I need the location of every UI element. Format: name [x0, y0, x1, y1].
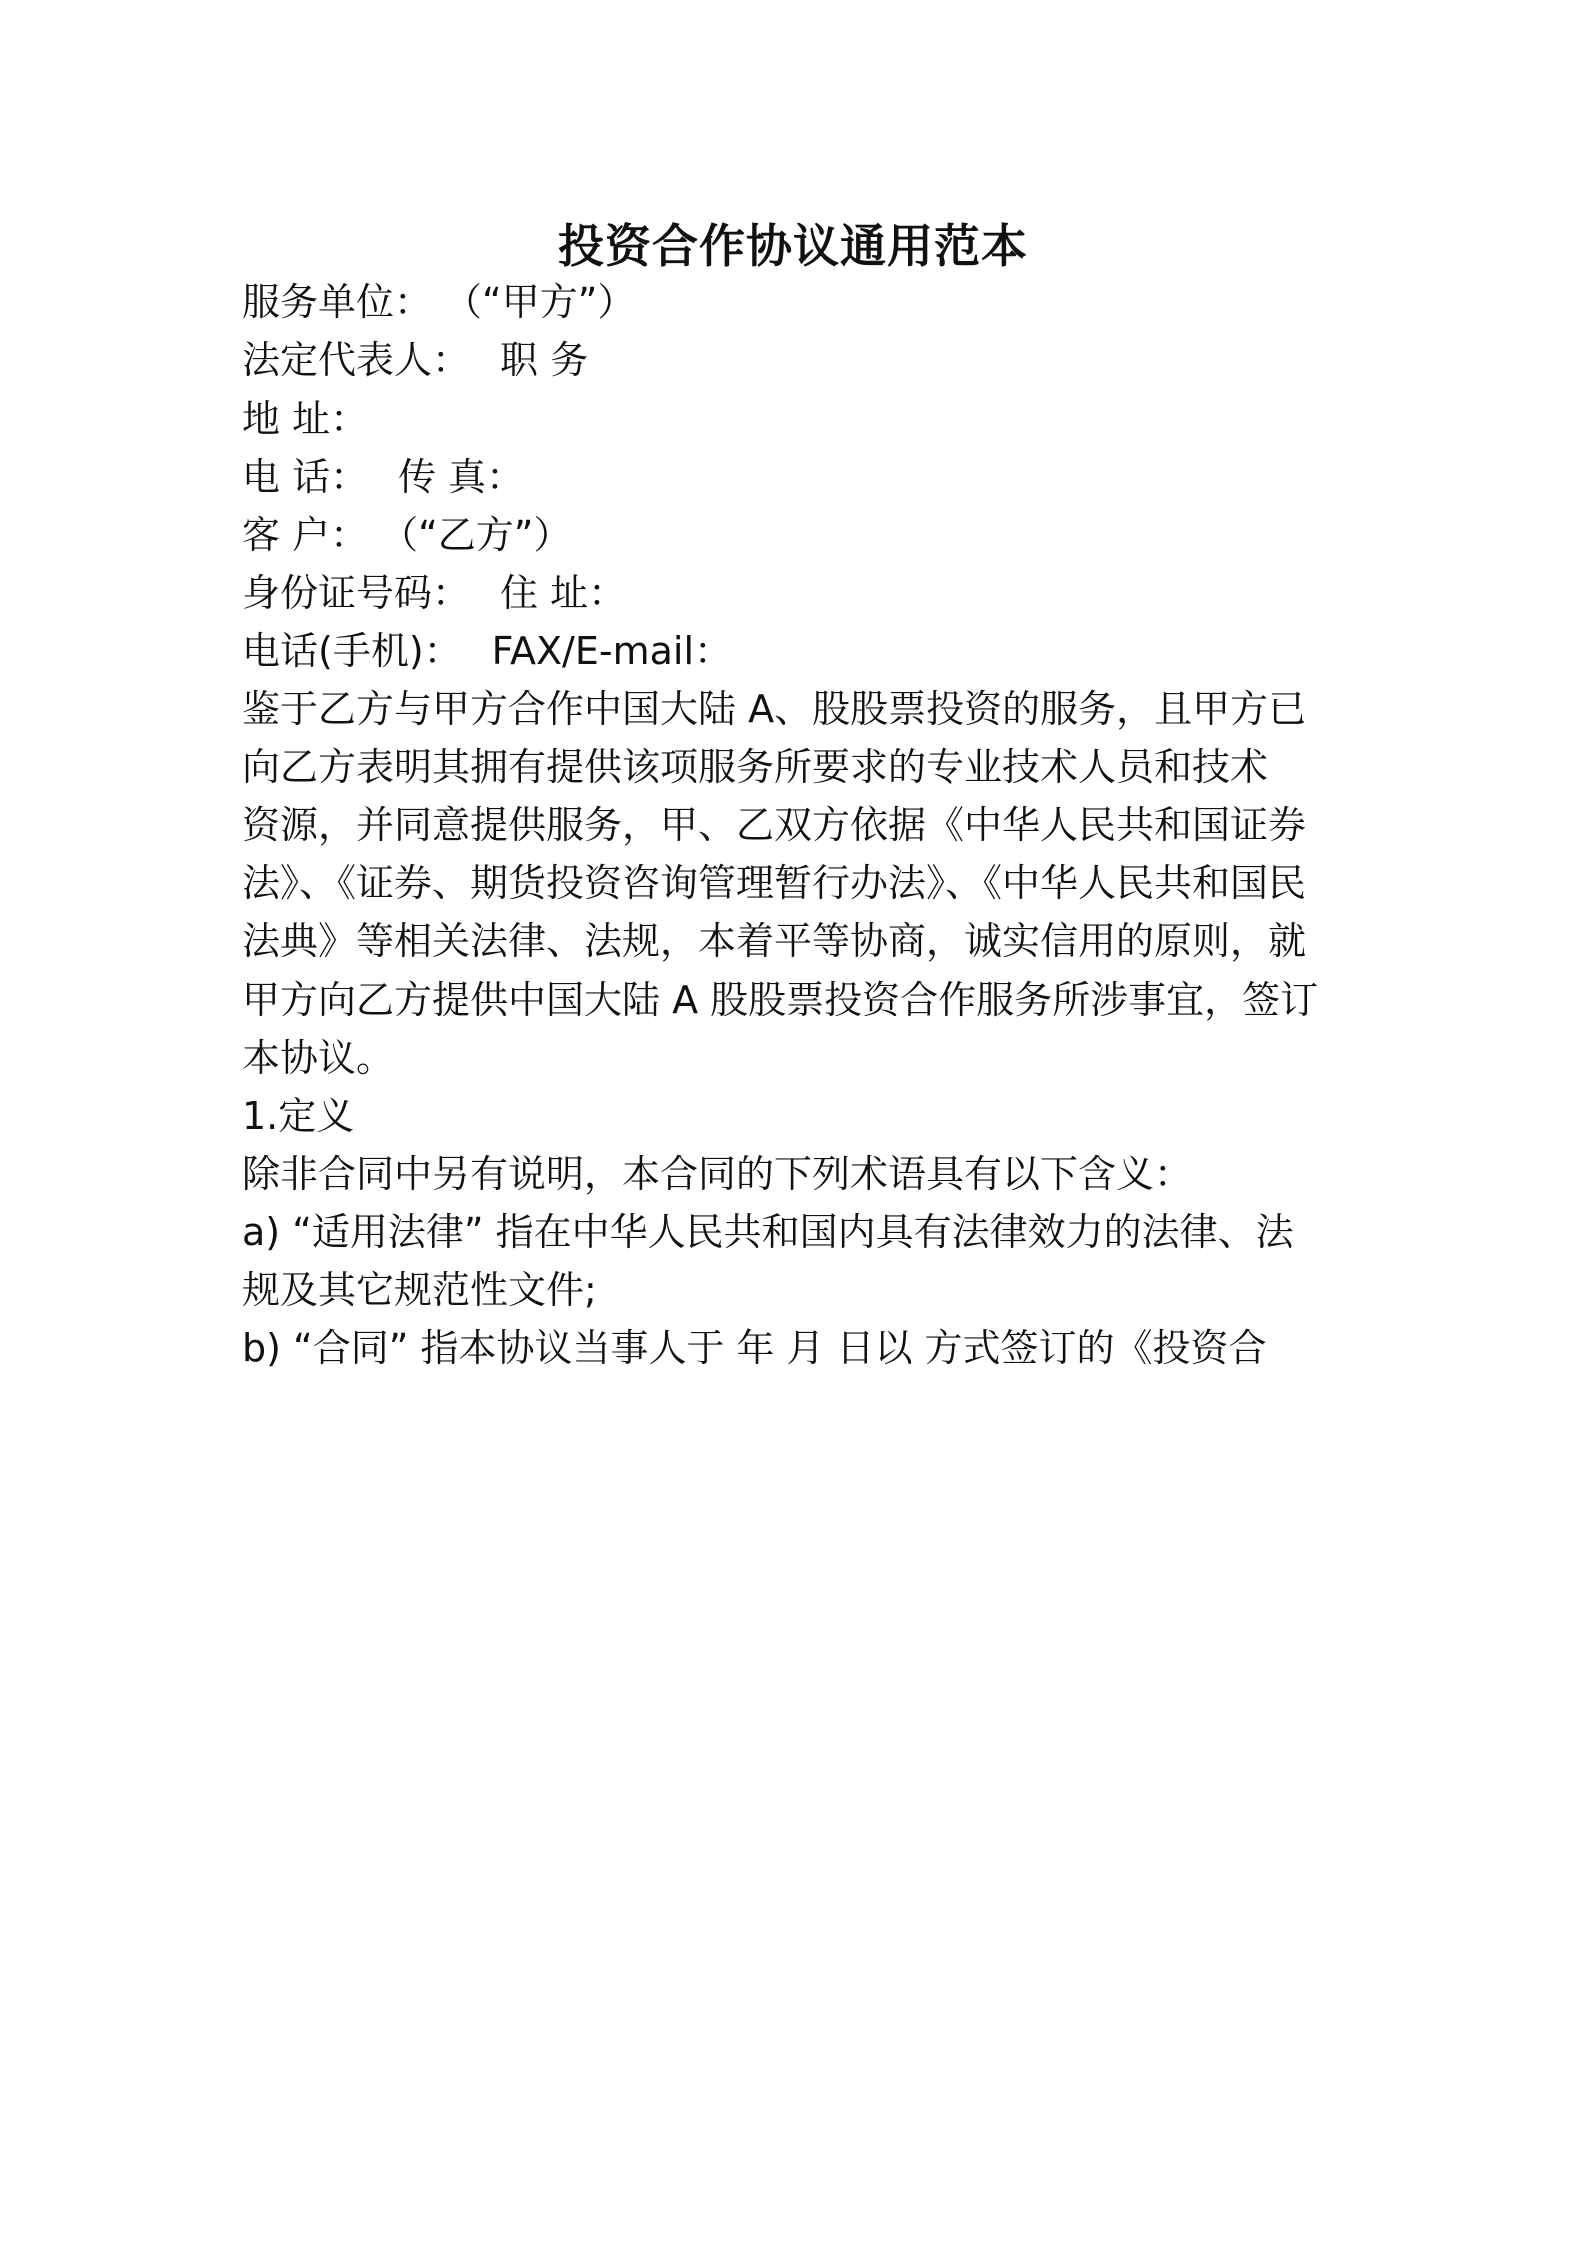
definition-item-a-line: 规及其它规范性文件;	[242, 1268, 597, 1312]
service-unit-role: （“甲方”）	[444, 280, 636, 324]
preamble-line: 法》、《证券、期货投资咨询管理暂行办法》、《中华人民共和国民	[242, 861, 1307, 905]
definition-item-a-line: a) “适用法律” 指在中华人民共和国内具有法律效力的法律、法	[242, 1210, 1294, 1254]
fax-label: 传 真：	[398, 455, 525, 499]
legal-rep-line	[242, 330, 1362, 390]
id-residence-line	[242, 563, 1362, 623]
item-b-day: 日以	[836, 1326, 913, 1370]
client-role: （“乙方”）	[380, 513, 572, 557]
preamble-line: 甲方向乙方提供中国大陆 A 股股票投资合作服务所涉事宜，签订	[242, 978, 1319, 1022]
address-line	[242, 389, 1362, 449]
preamble-line: 资源，并同意提供服务，甲、乙双方依据《中华人民共和国证券	[242, 803, 1307, 847]
position-label: 职 务	[500, 338, 589, 382]
item-b-tail: 方式签订的《投资合	[924, 1326, 1267, 1370]
legal-rep-label: 法定代表人：	[242, 338, 471, 382]
preamble-line: 本协议。	[242, 1036, 395, 1080]
fax-email-label: FAX/E-mail：	[491, 629, 732, 673]
preamble-line: 鉴于乙方与甲方合作中国大陆 A、股股票投资的服务，且甲方已	[242, 687, 1307, 731]
id-number-label: 身份证号码：	[242, 571, 471, 615]
preamble-line: 法典》等相关法律、法规，本着平等协商，诚实信用的原则，就	[242, 919, 1307, 963]
section-heading-definitions: 1.定义	[242, 1094, 355, 1138]
item-b-month: 月	[786, 1326, 825, 1370]
service-unit-line	[242, 272, 1362, 332]
mobile-label: 电话(手机)：	[242, 629, 462, 673]
item-b-year: 年	[736, 1326, 775, 1370]
document-title: 投资合作协议通用范本	[558, 219, 1028, 273]
address-label: 地 址：	[242, 397, 369, 441]
phone-label: 电 话：	[242, 455, 369, 499]
service-unit-label: 服务单位：	[242, 280, 433, 324]
item-b-lead: b) “合同” 指本协议当事人于	[242, 1326, 725, 1370]
residence-label: 住 址：	[500, 571, 627, 615]
preamble-line: 向乙方表明其拥有提供该项服务所要求的专业技术人员和技术	[242, 745, 1269, 789]
client-label: 客 户：	[242, 513, 369, 557]
definition-item-b-line	[242, 1318, 1362, 1378]
client-line	[242, 505, 1362, 565]
mobile-fax-email-line	[242, 621, 1362, 681]
phone-fax-line	[242, 447, 1362, 507]
definitions-intro: 除非合同中另有说明，本合同的下列术语具有以下含义：	[242, 1152, 1193, 1196]
